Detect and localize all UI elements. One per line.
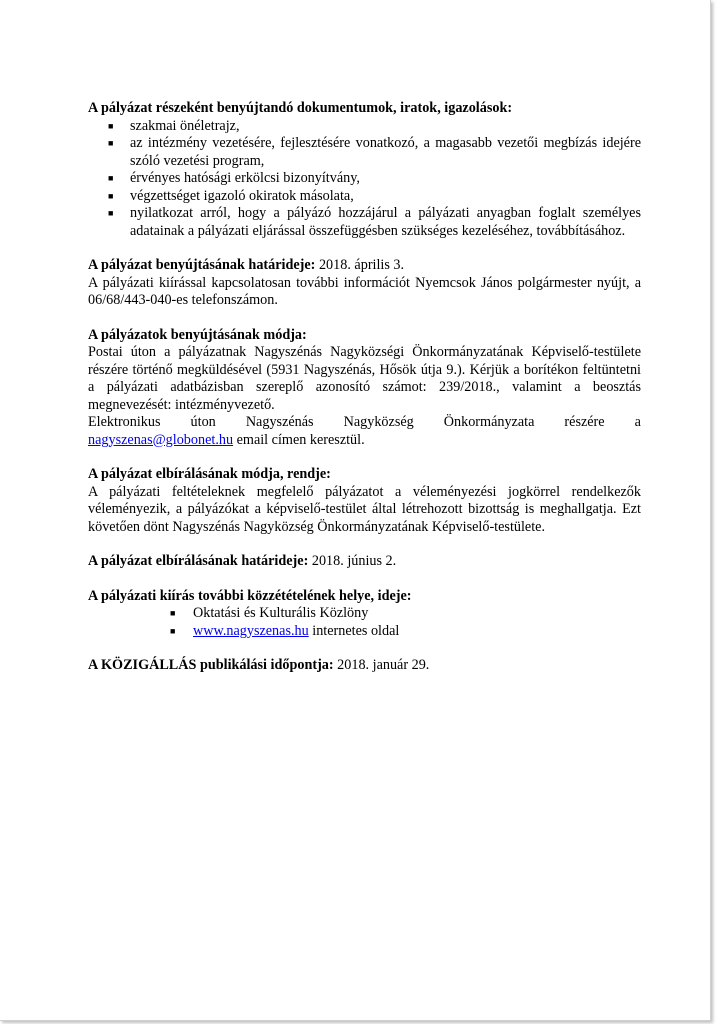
evaluation-heading: A pályázat elbírálásának módja, rendje: [88, 466, 331, 482]
list-item [88, 118, 641, 136]
submission-heading: A pályázatok benyújtásának módja: [88, 326, 307, 343]
square-bullet-icon: ■ [108, 138, 114, 148]
square-bullet-icon: ■ [108, 120, 114, 131]
submission-electronic-line [88, 414, 641, 432]
deadline-value: 2018. április 3. [318, 257, 405, 273]
electronic-word: Önkormányzata [443, 414, 535, 430]
evaluation-section [88, 466, 641, 536]
deadline-heading: A pályázat benyújtásának határideje: [88, 257, 316, 273]
electronic-word: úton [190, 414, 216, 430]
kozigallas-section [88, 657, 641, 675]
square-bullet-icon: ■ [108, 173, 114, 183]
kozigallas-heading: A KÖZIGÁLLÁS publikálási időpontja: [88, 657, 334, 673]
electronic-word: Nagyszénás [245, 414, 314, 430]
evaluation-deadline-heading: A pályázat elbírálásának határideje: [88, 553, 309, 569]
list-item [88, 605, 641, 623]
email-link[interactable]: nagyszenas@globonet.hu [88, 431, 234, 448]
square-bullet-icon: ■ [170, 608, 176, 618]
evaluation-deadline-line [88, 553, 641, 571]
evaluation-deadline-section [88, 553, 641, 571]
list-item [88, 170, 641, 188]
submission-postal: Postai úton a pályázatnak Nagyszénás Nagyközségi Önkormányzatának Képviselő-testülete részére történő megküldésével (5931 Nagyszénás, Hősök útja 9.). Kérjük a borítékon feltüntetni a pályázati adatbázisban szereplő azonosító számot: 239/2018., valamint a beosztás megnevezését: intézményvezető. [88, 344, 641, 413]
website-link[interactable]: www.nagyszenas.hu [193, 622, 309, 639]
document-content [88, 100, 641, 692]
publication-heading: A pályázati kiírás további közzétételének helye, ideje: [88, 587, 412, 604]
publication-list [88, 605, 641, 640]
publication-section [88, 588, 641, 641]
list-item [88, 188, 641, 206]
list-item-text: érvényes hatósági erkölcsi bizonyítvány, [130, 170, 360, 186]
submission-email-line [88, 432, 641, 450]
documents-list [88, 118, 641, 241]
list-item-text: szakmai önéletrajz, [130, 117, 240, 134]
publication-item-1: Oktatási és Kulturális Közlöny [193, 605, 369, 621]
square-bullet-icon: ■ [108, 208, 114, 218]
deadline-line [88, 257, 641, 275]
list-item [88, 205, 641, 240]
deadline-info: A pályázati kiírással kapcsolatosan további információt Nyemcsok János polgármester nyújt, a 06/68/443-040-es telefonszámon. [88, 274, 641, 308]
documents-section [88, 100, 641, 240]
square-bullet-icon: ■ [170, 625, 176, 636]
list-item [88, 623, 641, 641]
evaluation-deadline-value: 2018. június 2. [311, 553, 397, 569]
deadline-section [88, 257, 641, 310]
list-item-text: nyilatkozat arról, hogy a pályázó hozzájárul a pályázati anyagban foglalt személyes adatainak a pályázati eljárással összefüggésben szükséges kezeléséhez, továbbításához. [130, 205, 641, 239]
evaluation-text: A pályázati feltételeknek megfelelő pályázatot a véleményezési jogkörrel rendelkezők véleményezik, a pályázókat a képviselő-testület által létrehozott bizottság is meghallgatja. Ezt követően dönt Nagyszénás Nagyközség Önkormányzatának Képviselő-testülete. [88, 483, 641, 535]
electronic-word: a [634, 414, 641, 430]
electronic-word: részére [564, 414, 605, 430]
submission-section [88, 327, 641, 450]
website-suffix: internetes oldal [308, 622, 400, 639]
list-item-text: az intézmény vezetésére, fejlesztésére vonatkozó, a magasabb vezetői megbízás idejére szóló vezetési program, [130, 135, 641, 169]
square-bullet-icon: ■ [108, 190, 114, 201]
kozigallas-line [88, 657, 641, 675]
documents-heading: A pályázat részeként benyújtandó dokumentumok, iratok, igazolások: [88, 100, 513, 116]
list-item-text: végzettséget igazoló okiratok másolata, [130, 187, 354, 204]
email-suffix: email címen keresztül. [233, 431, 365, 448]
list-item [88, 135, 641, 170]
kozigallas-value: 2018. január 29. [337, 657, 430, 673]
electronic-word: Elektronikus [88, 414, 161, 430]
electronic-word: Nagyközség [343, 414, 414, 430]
